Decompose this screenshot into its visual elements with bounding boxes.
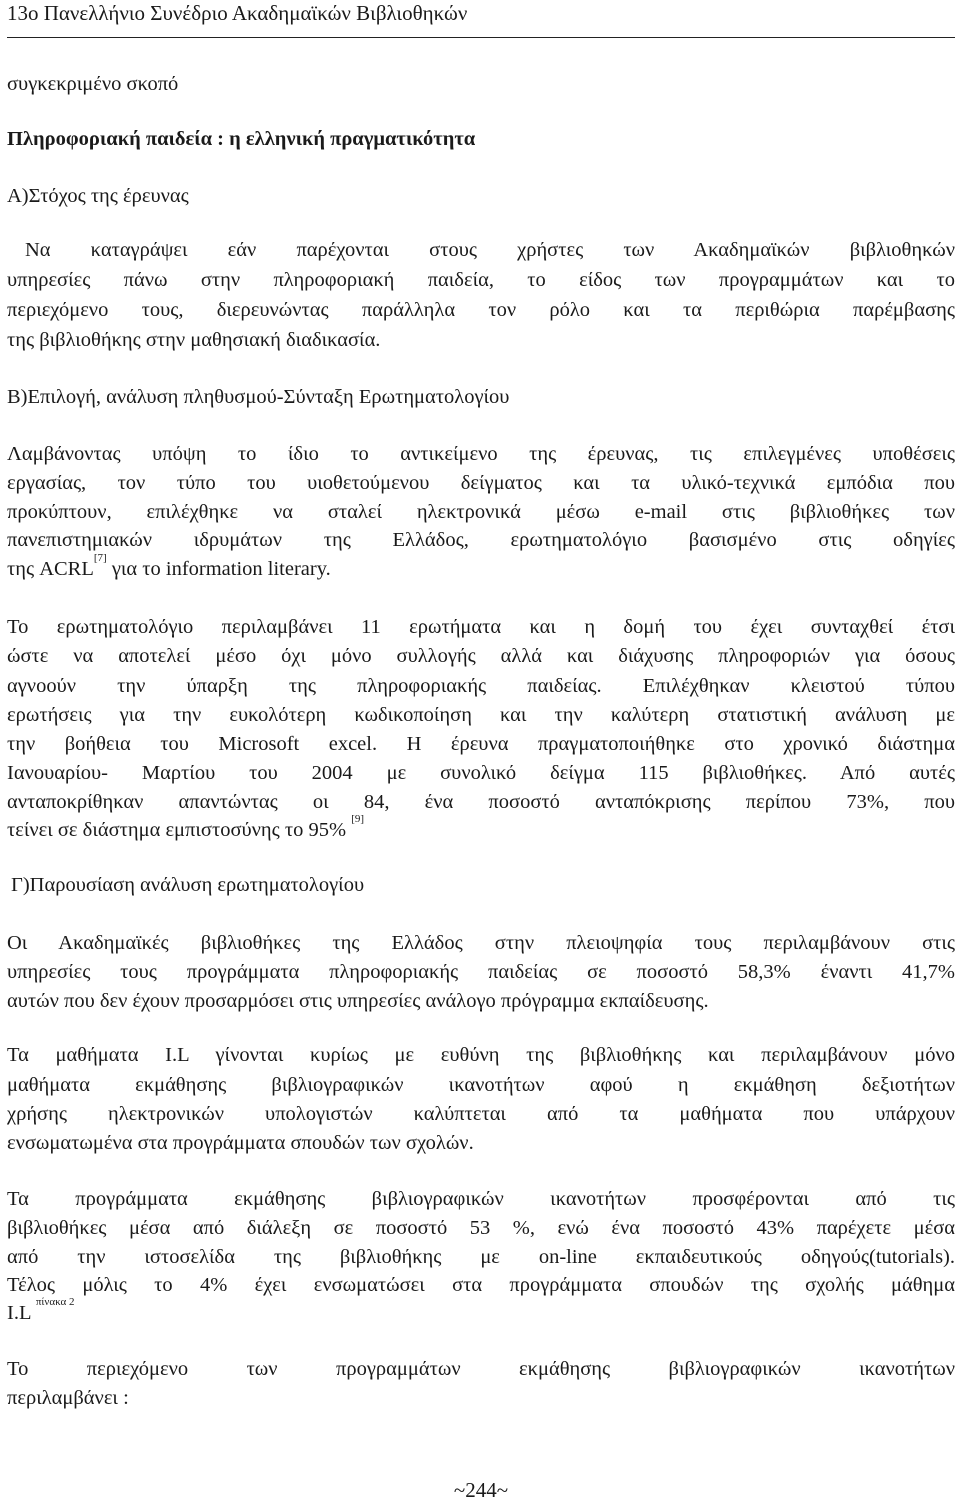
para-e-line: μαθήματα εκμάθησης βιβλιογραφικών ικανοτήτων αφού η εκμάθηση δεξιοτήτων xyxy=(7,1074,955,1096)
para-f-line: από την ιστοσελίδα της βιβλιοθήκης με on-line εκπαιδευτικούς οδηγούς(tutorials). xyxy=(7,1246,955,1268)
page-number: ~244~ xyxy=(453,1478,509,1502)
para-c-line: την βοήθεια του Microsoft excel. Η έρευνα πραγματοποιήθηκε στο χρονικό διάστημα xyxy=(7,733,955,755)
table-ref: πίνακα 2 xyxy=(35,1296,75,1308)
para-g-line: περιλαμβάνει : xyxy=(7,1387,129,1409)
para-c-line: αγνοούν την ύπαρξη της πληροφοριακής παιδείας. Επιλέχθηκαν κλειστού τύπου xyxy=(7,675,955,697)
intro-fragment: συγκεκριμένο σκοπό xyxy=(7,73,179,95)
para-c-line: ώστε να αποτελεί μέσο όχι μόνο συλλογής αλλά και διάχυσης πληροφοριών για όσους xyxy=(7,645,955,667)
para-c-line: ερωτήσεις για την ευκολότερη κωδικοποίηση και την καλύτερη στατιστική ανάλυση με xyxy=(7,704,955,726)
section-title: Πληροφοριακή παιδεία : η ελληνική πραγματικότητα xyxy=(7,128,476,150)
running-header: 13ο Πανελλήνιο Συνέδριο Ακαδημαϊκών Βιβλιοθηκών xyxy=(7,1,468,25)
para-e-line: Τα μαθήματα I.L γίνονται κυρίως με ευθύνη της βιβλιοθήκης και περιλαμβάνουν μόνο xyxy=(7,1044,955,1066)
para-b-text: για το information literary. xyxy=(106,558,331,580)
para-a-line: της βιβλιοθήκης στην μαθησιακή διαδικασία. xyxy=(7,329,381,351)
para-g-line: Το περιεχόμενο των προγραμμάτων εκμάθησης βιβλιογραφικών ικανοτήτων xyxy=(7,1358,955,1380)
heading-c: Γ)Παρουσίαση ανάλυση ερωτηματολογίου xyxy=(11,874,365,896)
header-divider xyxy=(7,37,955,38)
heading-b: Β)Επιλογή, ανάλυση πληθυσμού-Σύνταξη Ερωτηματολογίου xyxy=(7,386,510,408)
citation-ref: [7] xyxy=(93,552,107,564)
para-f-line: Τέλος μόλις το 4% έχει ενσωματώσει στα προγράμματα σπουδών της σχολής μάθημα xyxy=(7,1274,955,1296)
para-b-line: Λαμβάνοντας υπόψη το ίδιο το αντικείμενο της έρευνας, τις επιλεγμένες υποθέσεις xyxy=(7,443,955,465)
para-a-line: περιεχόμενο τους, διερευνώντας παράλληλα τον ρόλο και τα περιθώρια παρέμβασης xyxy=(7,299,955,321)
para-b-line: πανεπιστημιακών ιδρυμάτων της Ελλάδος, ερωτηματολόγιο βασισμένο στις οδηγίες xyxy=(7,529,955,551)
para-c-line: ανταποκρίθηκαν απαντώντας οι 84, ένα ποσοστό ανταπόκρισης περίπου 73%, που xyxy=(7,791,955,813)
heading-a: Α)Στόχος της έρευνας xyxy=(7,185,189,207)
para-b-last-line xyxy=(7,552,331,582)
para-f-text: I.L xyxy=(7,1302,36,1324)
para-f-line: βιβλιοθήκες μέσα από διάλεξη σε ποσοστό 53 %, ενώ ένα ποσοστό 43% παρέχετε μέσα xyxy=(7,1217,955,1239)
para-b-text: της ACRL xyxy=(7,558,94,580)
para-b-line: προκύπτουν, επιλέχθηκε να σταλεί ηλεκτρονικά μέσω e-mail στις βιβλιοθήκες των xyxy=(7,501,955,523)
para-a-line: υπηρεσίες πάνω στην πληροφοριακή παιδεία, το είδος των προγραμμάτων και το xyxy=(7,269,955,291)
para-c-line: Ιανουαρίου- Μαρτίου του 2004 με συνολικό δείγμα 115 βιβλιοθήκες. Από αυτές xyxy=(7,762,955,784)
citation-ref: [9] xyxy=(351,813,365,825)
para-f-line: Τα προγράμματα εκμάθησης βιβλιογραφικών ικανοτήτων προσφέρονται από τις xyxy=(7,1188,955,1210)
para-f-last-line xyxy=(7,1296,75,1326)
para-c-line: Το ερωτηματολόγιο περιλαμβάνει 11 ερωτήματα και η δομή του έχει συνταχθεί έτσι xyxy=(7,616,955,638)
para-c-last-line xyxy=(7,813,365,843)
para-e-line: χρήσης ηλεκτρονικών υπολογιστών καλύπτεται από τα μαθήματα που υπάρχουν xyxy=(7,1103,955,1125)
para-a-line: Να καταγράψει εάν παρέχονται στους χρήστες των Ακαδημαϊκών βιβλιοθηκών xyxy=(25,239,955,261)
para-e-line: ενσωματωμένα στα προγράμματα σπουδών των σχολών. xyxy=(7,1132,474,1154)
para-c-text: τείνει σε διάστημα εμπιστοσύνης το 95% xyxy=(7,819,352,841)
para-b-line: εργασίας, τον τύπο του υιοθετούμενου δείγματος και τα υλικό-τεχνικά εμπόδια που xyxy=(7,472,955,494)
para-d-line: Οι Ακαδημαϊκές βιβλιοθήκες της Ελλάδος στην πλειοψηφία τους περιλαμβάνουν στις xyxy=(7,932,955,954)
para-d-line: υπηρεσίες τους προγράμματα πληροφοριακής παιδείας σε ποσοστό 58,3% έναντι 41,7% xyxy=(7,961,955,983)
para-d-line: αυτών που δεν έχουν προσαρμόσει στις υπηρεσίες ανάλογο πρόγραμμα εκπαίδευσης. xyxy=(7,990,709,1012)
